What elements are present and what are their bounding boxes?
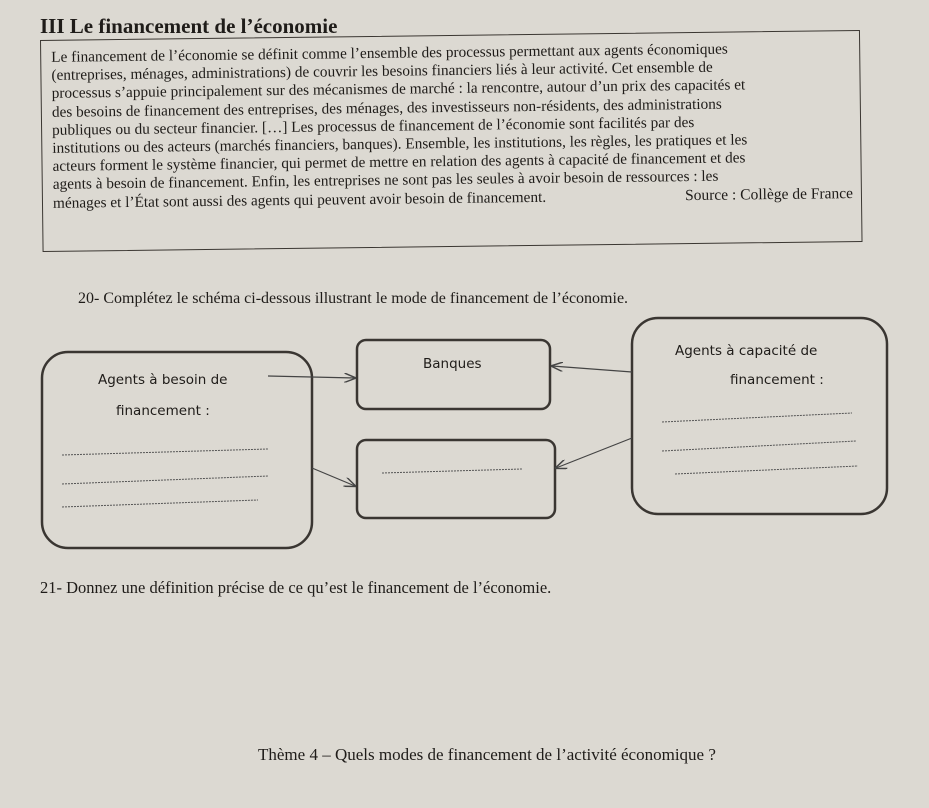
question-21: 21- Donnez une définition précise de ce qu’est le financement de l’économie. — [40, 578, 552, 597]
question-20: 20- Complétez le schéma ci-dessous illustrant le mode de financement de l’économie. — [78, 290, 629, 307]
blank-center-box — [357, 440, 555, 518]
source-citation: Source : Collège de France — [684, 184, 854, 204]
arrow-right-to-bottom — [556, 438, 632, 468]
answer-line-right-3[interactable] — [675, 466, 858, 474]
banques-label: Banques — [423, 356, 482, 372]
theme-heading: Thème 4 – Quels modes de financement de l’activité économique ? — [258, 745, 716, 764]
text-line: Le financement de l’économie se définit comme l’ensemble des processus permettant aux agents économiques — [51, 40, 728, 66]
answer-line-left-2[interactable] — [62, 476, 268, 484]
answer-line-left-1[interactable] — [62, 449, 268, 455]
arrow-left-to-bottom — [312, 468, 355, 486]
left-agents-label-1: Agents à besoin de — [98, 372, 228, 388]
text-line: (entreprises, ménages, administrations) de couvrir les besoins financiers liés à leur activité. Cet ensemble de — [51, 58, 713, 85]
text-line: institutions ou des acteurs (marchés financiers, banques). Ensemble, les institutions, les règles, les pratiques et les — [52, 131, 748, 157]
left-agents-label-2: financement : — [116, 403, 210, 419]
right-agents-label-1: Agents à capacité de — [675, 343, 818, 359]
banques-box — [357, 340, 550, 409]
text-line: des besoins de financement des entreprises, des ménages, des investisseurs non-résidents, des administrations — [51, 95, 722, 121]
text-line: acteurs forment le système financier, qui permet de mettre en relation des agents à capacité de financement et des — [52, 149, 746, 176]
section-title: III Le financement de l’économie — [40, 14, 338, 38]
answer-line-right-1[interactable] — [662, 413, 852, 422]
text-line: ménages et l’État sont aussi des agents qui peuvent avoir besoin de financement. — [52, 188, 547, 212]
text-line: processus s’appuie principalement sur des mécanismes de marché : la rencontre, autour d’un prix des capacités et — [51, 76, 746, 103]
answer-line-center[interactable] — [382, 469, 522, 473]
right-agents-label-2: financement : — [730, 372, 824, 388]
arrow-right-to-banques — [552, 366, 632, 372]
answer-line-left-3[interactable] — [62, 500, 258, 507]
answer-line-right-2[interactable] — [662, 441, 856, 451]
text-line: agents à besoin de financement. Enfin, les entreprises ne sont pas les seules à avoir besoin de ressources : les — [52, 168, 719, 194]
text-line: publiques ou du secteur financier. […] Les processus de financement de l’économie sont facilités par des — [51, 113, 695, 139]
